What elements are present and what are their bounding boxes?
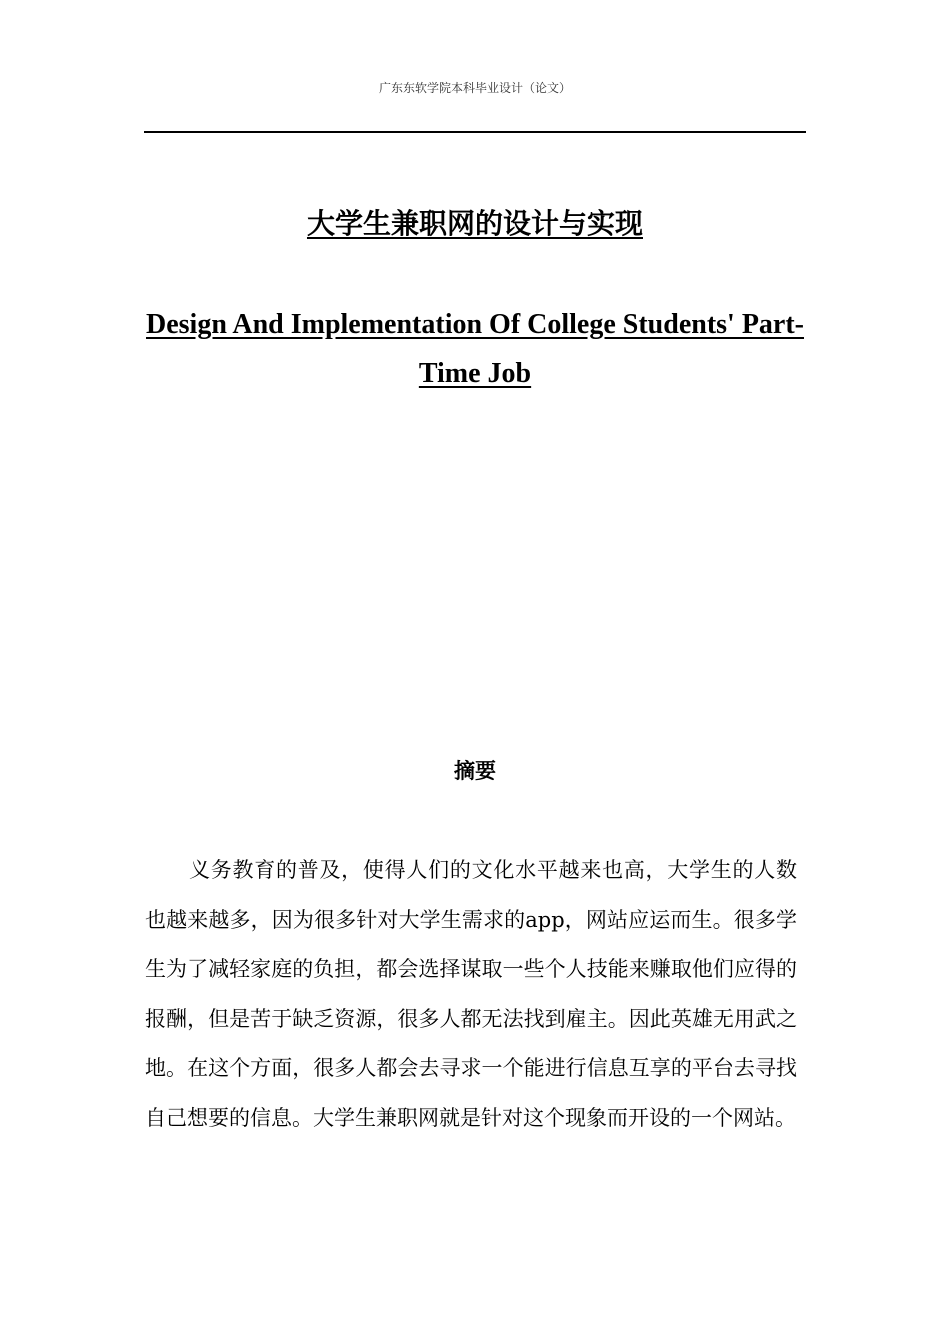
abstract-heading: 摘要 <box>454 759 496 783</box>
abstract-paragraph: 义务教育的普及，使得人们的文化水平越来也高，大学生的人数也越来越多，因为很多针对大学生需求的app，网站应运而生。很多学生为了减轻家庭的负担，都会选择谋取一些个人技能来赚取他们应得的报酬，但是苦于缺乏资源，很多人都无法找到雇主。因此英雄无用武之地。在这个方面，很多人都会去寻求一个能进行信息互享的平台去寻找自己想要的信息。大学生兼职网就是针对这个现象而开设的一个网站。 <box>145 858 797 1130</box>
header-divider <box>144 131 806 133</box>
chinese-title: 大学生兼职网的设计与实现 <box>306 207 643 240</box>
english-title: Design And Implementation Of College Students' Part-Time Job <box>146 309 804 389</box>
page-header: 广东东软学院本科毕业设计（论文） <box>378 81 571 95</box>
